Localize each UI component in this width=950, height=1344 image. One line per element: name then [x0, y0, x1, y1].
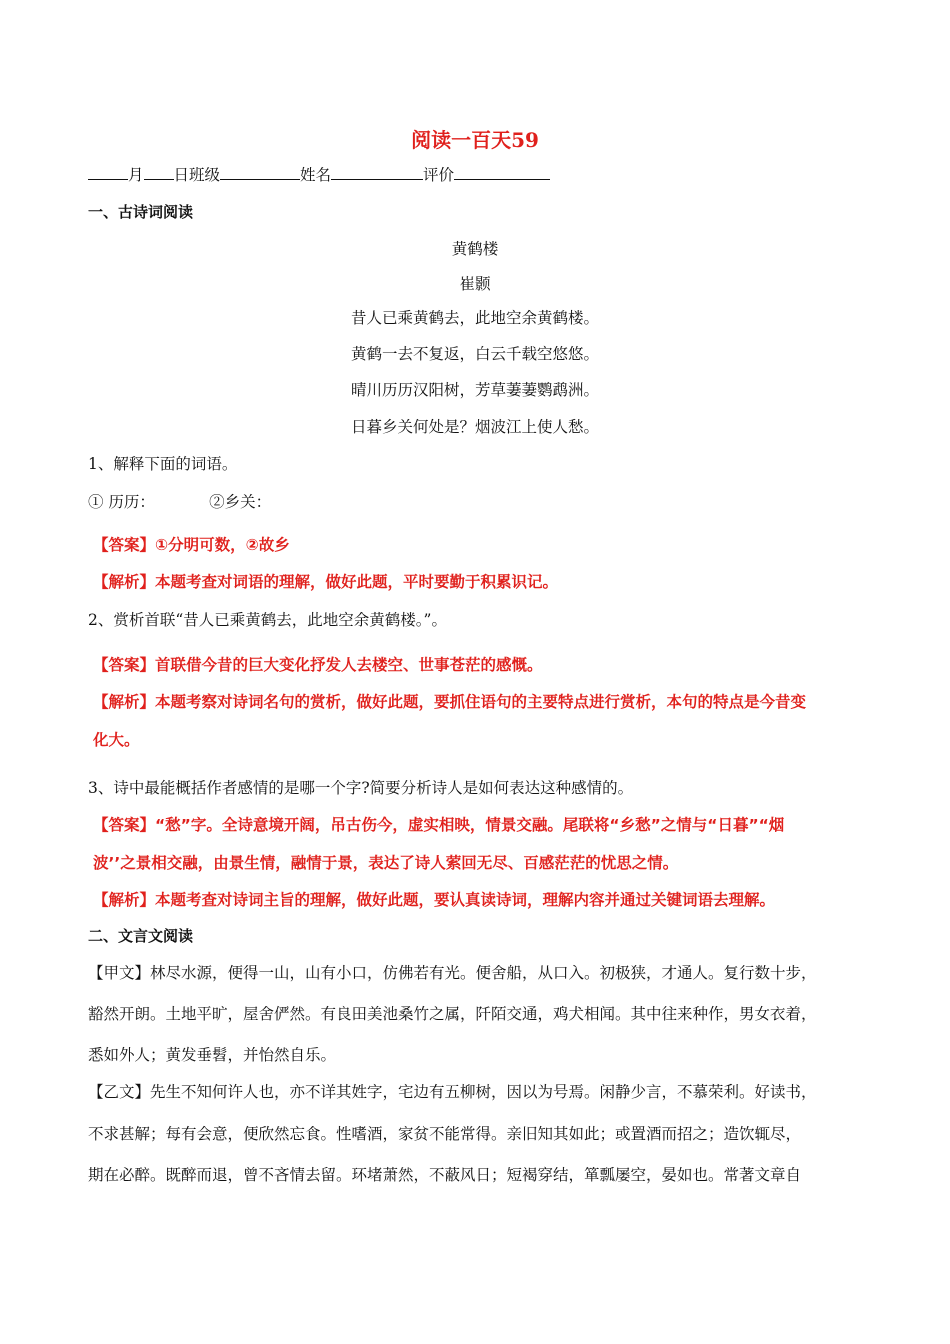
rating-blank[interactable]: [454, 165, 550, 180]
day-class-label: 日班级: [173, 166, 221, 184]
q3-answer: 【答案】“愁”字。全诗意境开阔，吊古伤今，虚实相映，情景交融。尾联将“乡愁”之情与“日暮”“烟: [93, 816, 785, 834]
month-label: 月: [128, 166, 144, 184]
student-info-line: [88, 163, 550, 185]
yi-text-line: 不求甚解；每有会意，便欣然忘食。性嗜酒，家贫不能常得。亲旧知其如此；或置酒而招之；造饮辄尽，: [88, 1125, 802, 1143]
section2-heading: 二、文言文阅读: [88, 927, 194, 945]
section1-heading: 一、古诗词阅读: [88, 203, 194, 221]
rating-label: 评价: [423, 166, 455, 184]
q3-prompt: 3、诗中最能概括作者感情的是哪一个字?简要分析诗人是如何表达这种感情的。: [88, 779, 634, 797]
jia-text-line: 悉如外人；黄发垂髫，并怡然自乐。: [88, 1046, 337, 1064]
name-blank[interactable]: [331, 165, 423, 180]
q3-analysis: 【解析】本题考查对诗词主旨的理解，做好此题，要认真读诗词，理解内容并通过关键词语去理解。: [93, 891, 776, 909]
poem-line: 日暮乡关何处是？烟波江上使人愁。: [350, 418, 599, 436]
q1-items: ① 历历： ②乡关：: [88, 493, 272, 511]
day-blank[interactable]: [144, 165, 174, 180]
poem-title: 黄鹤楼: [451, 240, 499, 258]
yi-text-line: 期在必醉。既醉而退，曾不吝情去留。环堵萧然，不蔽风日；短褐穿结，箪瓢屡空，晏如也。常著文章自: [88, 1166, 802, 1184]
poem-line: 昔人已乘黄鹤去，此地空余黄鹤楼。: [350, 309, 599, 327]
q1-analysis: 【解析】本题考查对词语的理解，做好此题，平时要勤于积累识记。: [93, 573, 559, 591]
page-title: 阅读一百天59: [411, 128, 539, 152]
jia-text-line: 豁然开朗。土地平旷，屋舍俨然。有良田美池桑竹之属，阡陌交通，鸡犬相闻。其中往来种作，男女衣着，: [88, 1005, 817, 1023]
q1-answer: 【答案】①分明可数，②故乡: [93, 536, 290, 554]
jia-text-line: 【甲文】林尽水源，便得一山，山有小口，仿佛若有光。便舍船，从口入。初极狭，才通人。复行数十步，: [88, 964, 817, 982]
q1-prompt: 1、解释下面的词语。: [88, 455, 238, 473]
q2-analysis-cont: 化大。: [93, 731, 140, 749]
q2-answer: 【答案】首联借今昔的巨大变化抒发人去楼空、世事苍茫的感慨。: [93, 656, 543, 674]
poem-line: 黄鹤一去不复返，白云千载空悠悠。: [350, 345, 599, 363]
poem-line: 晴川历历汉阳树，芳草萋萋鹦鹉洲。: [350, 381, 599, 399]
month-blank[interactable]: [88, 165, 128, 180]
poem-author: 崔颢: [459, 275, 491, 293]
q2-prompt: 2、赏析首联“昔人已乘黄鹤去，此地空余黄鹤楼。”。: [88, 611, 447, 629]
name-label: 姓名: [300, 166, 332, 184]
q3-answer-cont: 波’’之景相交融，由景生情，融情于景，表达了诗人萦回无尽、百感茫茫的忧思之情。: [93, 854, 679, 872]
q2-analysis: 【解析】本题考察对诗词名句的赏析，做好此题，要抓住语句的主要特点进行赏析，本句的特点是今昔变: [93, 693, 807, 711]
yi-text-line: 【乙文】先生不知何许人也，亦不详其姓字，宅边有五柳树，因以为号焉。闲静少言，不慕荣利。好读书，: [88, 1083, 817, 1101]
class-blank[interactable]: [220, 165, 300, 180]
